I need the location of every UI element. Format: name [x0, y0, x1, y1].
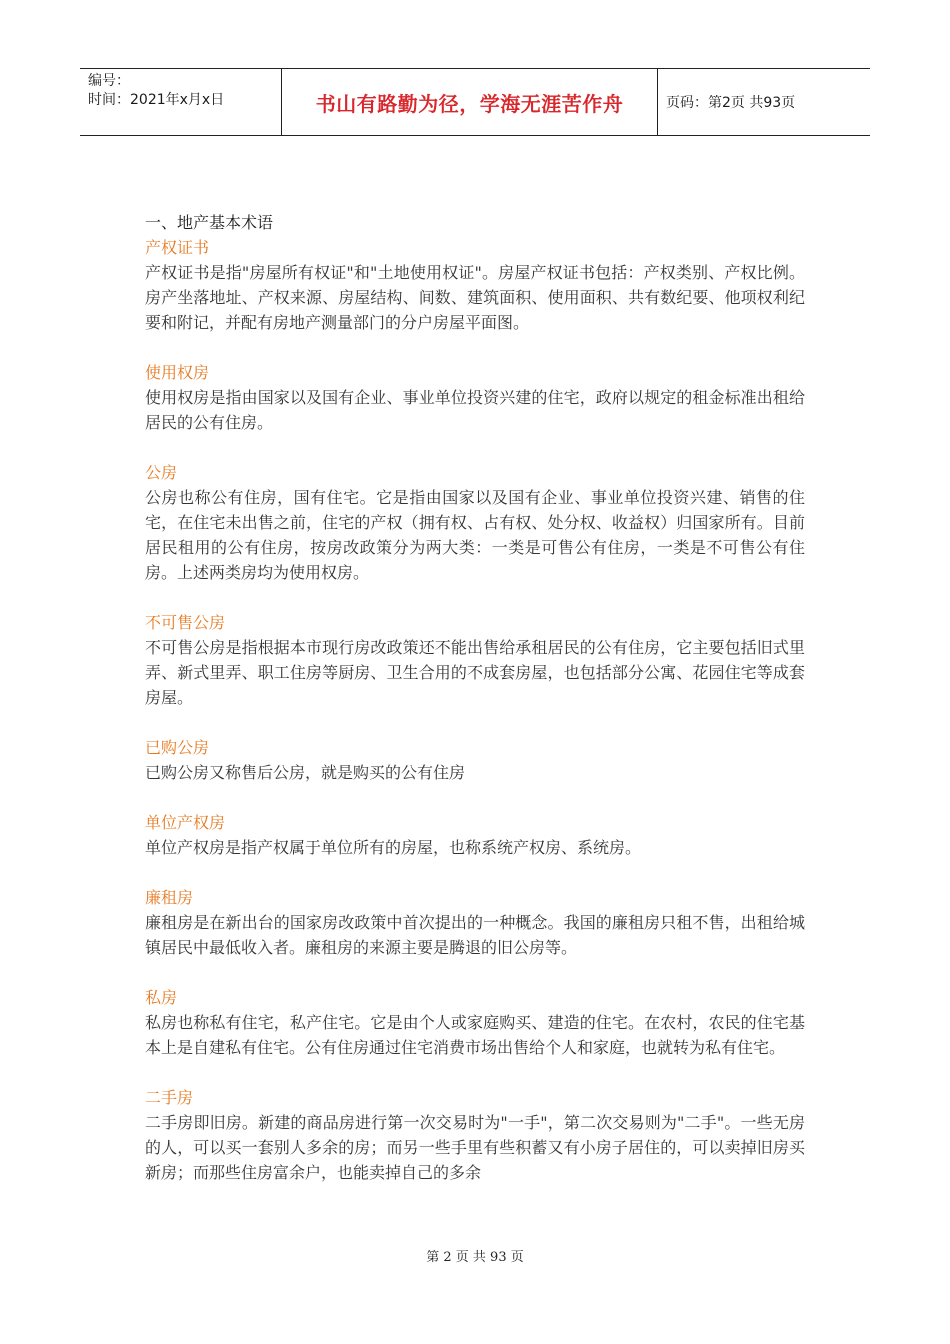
term-heading: 不可售公房: [145, 613, 226, 632]
header-meta-cell: [80, 69, 282, 135]
entry-purchased-public-housing: [145, 735, 805, 785]
header-motto-cell: [282, 69, 658, 135]
term-heading: 廉租房: [145, 888, 194, 907]
document-body: [145, 210, 805, 1185]
term-heading: 已购公房: [145, 738, 210, 757]
entry-unit-owned-housing: [145, 810, 805, 860]
page-footer: 第 2 页 共 93 页: [426, 1250, 524, 1265]
term-definition: 不可售公房是指根据本市现行房改政策还不能出售给承租居民的公有住房，它主要包括旧式里弄、新式里弄、职工住房等厨房、卫生合用的不成套房屋，也包括部分公寓、花园住宅等成套房屋。: [145, 638, 805, 707]
term-definition: 廉租房是在新出台的国家房改政策中首次提出的一种概念。我国的廉租房只租不售，出租给城镇居民中最低收入者。廉租房的来源主要是腾退的旧公房等。: [145, 913, 805, 957]
header-table: [80, 68, 870, 136]
term-definition: 使用权房是指由国家以及国有企业、事业单位投资兴建的住宅，政府以规定的租金标准出租给居民的公有住房。: [145, 388, 805, 432]
section-title: 一、地产基本术语: [145, 213, 274, 232]
term-heading: 二手房: [145, 1088, 194, 1107]
term-heading: 公房: [145, 463, 178, 482]
term-heading: 使用权房: [145, 363, 210, 382]
page-info: 页码：第2页 共93页: [666, 95, 796, 111]
number-label: 编号：: [88, 73, 130, 89]
entry-title-deed: [145, 235, 805, 335]
time-label: 时间：2021年x月x日: [88, 92, 225, 108]
term-definition: 私房也称私有住宅，私产住宅。它是由个人或家庭购买、建造的住宅。在农村，农民的住宅基本上是自建私有住宅。公有住房通过住宅消费市场出售给个人和家庭，也就转为私有住宅。: [145, 1013, 805, 1057]
entry-non-saleable-public-housing: [145, 610, 805, 710]
header-page-cell: [658, 69, 870, 135]
entry-low-rent-housing: [145, 885, 805, 960]
entry-private-housing: [145, 985, 805, 1060]
term-definition: 二手房即旧房。新建的商品房进行第一次交易时为"一手"，第二次交易则为"二手"。一些无房的人，可以买一套别人多余的房；而另一些手里有些积蓄又有小房子居住的，可以卖掉旧房买新房；而那些住房富余户，也能卖掉自己的多余: [145, 1113, 805, 1182]
motto-text: 书山有路勤为径，学海无涯苦作舟: [315, 91, 624, 116]
entry-public-housing: [145, 460, 805, 585]
term-definition: 公房也称公有住房，国有住宅。它是指由国家以及国有企业、事业单位投资兴建、销售的住宅，在住宅未出售之前，住宅的产权（拥有权、占有权、处分权、收益权）归国家所有。目前居民租用的公有住房，按房改政策分为两大类：一类是可售公有住房，一类是不可售公有住房。上述两类房均为使用权房。: [145, 488, 805, 582]
term-definition: 单位产权房是指产权属于单位所有的房屋，也称系统产权房、系统房。: [145, 838, 642, 857]
term-definition: 已购公房又称售后公房，就是购买的公有住房: [145, 763, 466, 782]
term-heading: 私房: [145, 988, 178, 1007]
term-definition: 产权证书是指"房屋所有权证"和"土地使用权证"。房屋产权证书包括：产权类别、产权比例。房产坐落地址、产权来源、房屋结构、间数、建筑面积、使用面积、共有数纪要、他项权利纪要和附记，并配有房地产测量部门的分户房屋平面图。: [145, 263, 805, 332]
entry-use-right-housing: [145, 360, 805, 435]
term-heading: 产权证书: [145, 238, 210, 257]
term-heading: 单位产权房: [145, 813, 226, 832]
entry-second-hand-housing: [145, 1085, 805, 1185]
